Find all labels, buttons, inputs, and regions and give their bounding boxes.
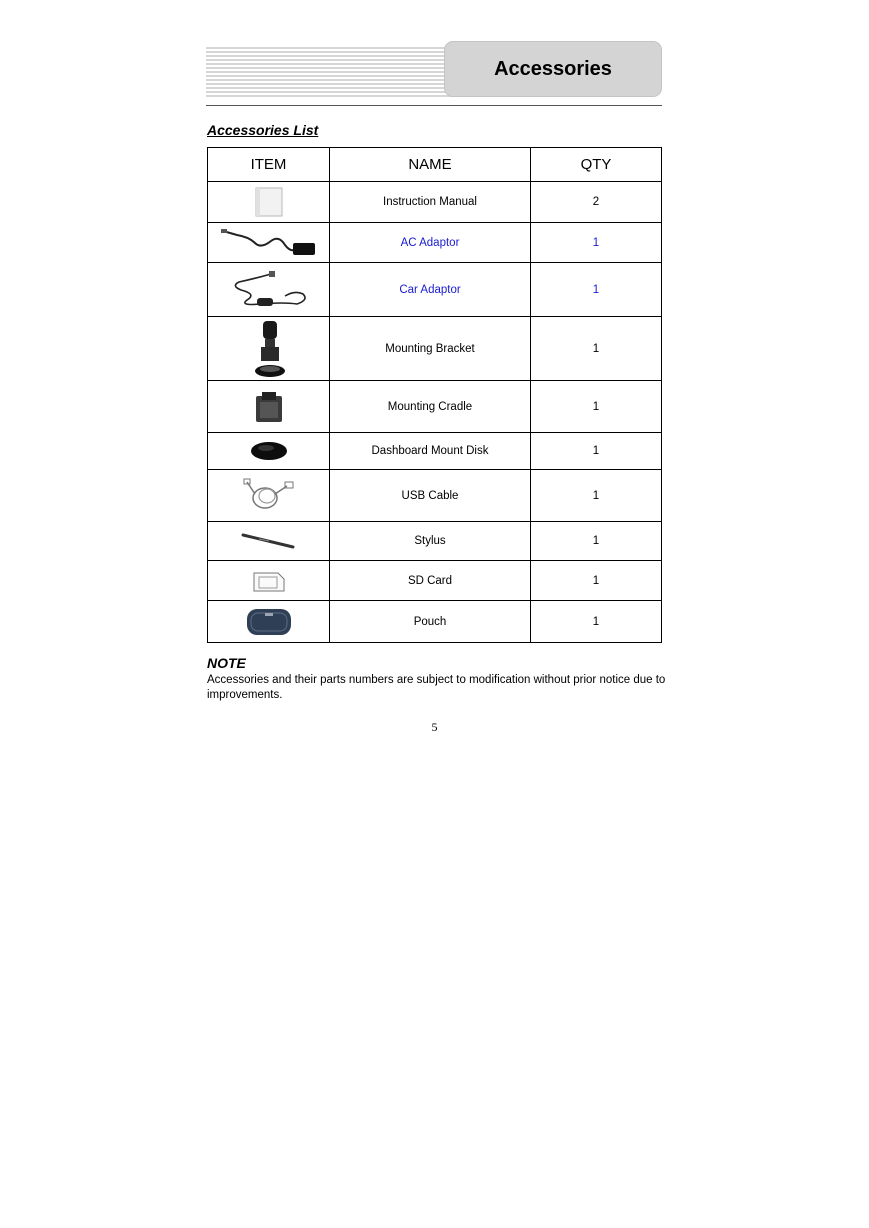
item-name: Dashboard Mount Disk	[330, 433, 531, 470]
instruction-manual-icon	[254, 186, 284, 218]
dashboard-mount-disk-icon	[249, 440, 289, 462]
usb-cable-icon	[241, 478, 297, 514]
item-name: Mounting Cradle	[330, 381, 531, 433]
table-row	[208, 522, 662, 561]
item-qty: 1	[531, 381, 662, 433]
item-qty: 1	[531, 470, 662, 522]
item-name: Stylus	[330, 522, 531, 561]
item-name: Car Adaptor	[330, 263, 531, 317]
table-row	[208, 601, 662, 643]
note-text: Accessories and their parts numbers are subject to modification without prior notice due to improvements.	[207, 674, 666, 701]
item-name: Pouch	[330, 601, 531, 643]
item-qty: 1	[531, 601, 662, 643]
table-row	[208, 182, 662, 223]
item-name: USB Cable	[330, 470, 531, 522]
item-cell	[208, 317, 330, 381]
stylus-icon	[239, 531, 299, 551]
item-qty: 1	[531, 317, 662, 381]
item-qty: 1	[531, 433, 662, 470]
item-qty: 1	[531, 223, 662, 263]
accessories-table	[207, 147, 662, 643]
item-qty: 1	[531, 522, 662, 561]
mounting-cradle-icon	[252, 390, 286, 424]
item-name: Mounting Bracket	[330, 317, 531, 381]
item-cell	[208, 263, 330, 317]
header-title: Accessories	[494, 57, 612, 80]
item-cell	[208, 601, 330, 643]
item-cell	[208, 182, 330, 223]
item-name: Instruction Manual	[330, 182, 531, 223]
table-row	[208, 381, 662, 433]
column-header-item: ITEM	[208, 148, 330, 182]
mounting-bracket-icon	[249, 319, 289, 379]
item-cell	[208, 381, 330, 433]
page-header	[206, 40, 662, 106]
header-rule	[206, 105, 662, 106]
page-number: 5	[431, 720, 438, 734]
item-cell	[208, 223, 330, 263]
sd-card-icon	[252, 569, 286, 593]
item-name: AC Adaptor	[330, 223, 531, 263]
table-row	[208, 470, 662, 522]
column-header-name: NAME	[330, 148, 531, 182]
item-cell	[208, 433, 330, 470]
item-cell	[208, 561, 330, 601]
table-row	[208, 433, 662, 470]
item-qty: 1	[531, 561, 662, 601]
item-name: SD Card	[330, 561, 531, 601]
pouch-icon	[245, 607, 293, 637]
table-row	[208, 223, 662, 263]
item-cell	[208, 522, 330, 561]
item-qty: 2	[531, 182, 662, 223]
table-row	[208, 263, 662, 317]
item-qty: 1	[531, 263, 662, 317]
column-header-qty: QTY	[531, 148, 662, 182]
header-stripes	[206, 47, 456, 97]
table-header-row	[208, 148, 662, 182]
section-title: Accessories List	[207, 122, 319, 138]
table-row	[208, 561, 662, 601]
note-title: NOTE	[207, 655, 246, 671]
car-adaptor-icon	[227, 270, 311, 310]
table-row	[208, 317, 662, 381]
item-cell	[208, 470, 330, 522]
ac-adaptor-icon	[219, 225, 319, 261]
header-title-tab	[444, 41, 662, 97]
